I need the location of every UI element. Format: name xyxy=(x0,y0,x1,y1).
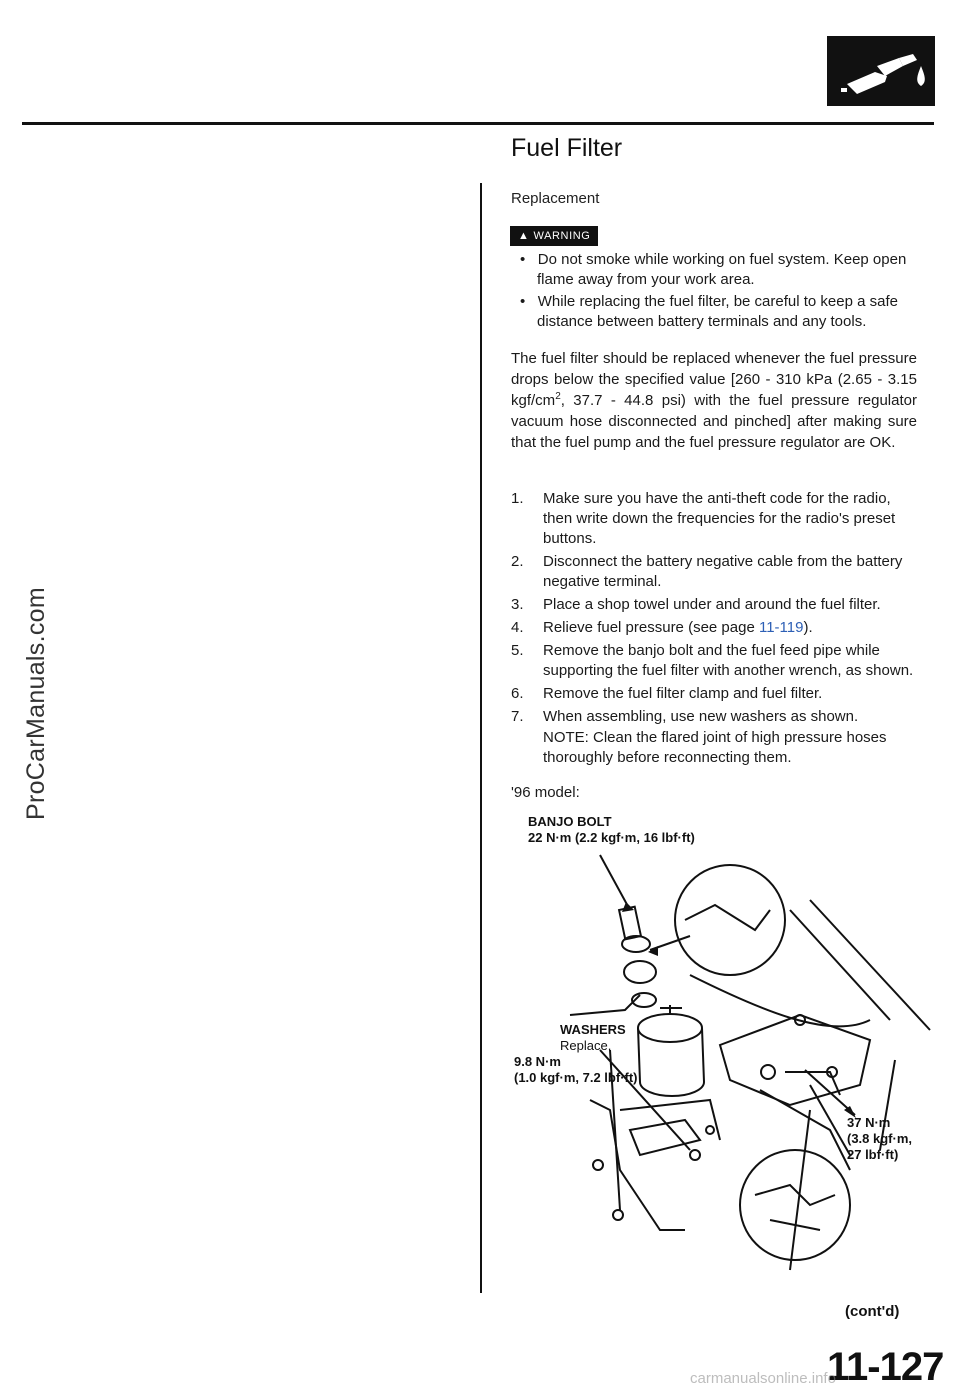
assembly-note: NOTE: Clean the flared joint of high pressure hoses thoroughly before reconnecting them. xyxy=(543,729,887,766)
continued-marker: (cont'd) xyxy=(845,1303,900,1320)
fuel-nozzle-icon xyxy=(827,36,935,106)
column-divider xyxy=(480,183,482,1293)
page-link[interactable]: 11-119 xyxy=(758,619,804,636)
warning-item: • Do not smoke while working on fuel system. Keep open flame away from your work area. xyxy=(520,251,907,288)
step-item: 2. Disconnect the battery negative cable from the battery negative terminal. xyxy=(511,553,903,590)
torque-9-8-value: (1.0 kgf·m, 7.2 lbf·ft) xyxy=(514,1070,638,1085)
section-subtitle: Replacement xyxy=(511,190,600,207)
page-number: 11-127 xyxy=(827,1345,944,1389)
step-item: 1. Make sure you have the anti-theft code for the radio, then write down the frequencies for the radio's preset buttons. xyxy=(511,490,896,547)
torque-37-value-a: (3.8 kgf·m, xyxy=(847,1131,913,1146)
washers-label: WASHERS xyxy=(560,1022,626,1037)
model-label: '96 model: xyxy=(511,784,580,801)
side-watermark: ProCarManuals.com xyxy=(22,587,50,820)
page-title: Fuel Filter xyxy=(511,134,623,162)
warning-label: WARNING xyxy=(533,230,591,242)
step-item: 3. Place a shop towel under and around the fuel filter. xyxy=(511,596,881,613)
fuel-filter-diagram xyxy=(510,810,940,1275)
banjo-bolt-label: BANJO BOLT xyxy=(528,814,612,829)
step-item: 4. Relieve fuel pressure (see page 11-119). xyxy=(511,619,813,636)
step-item: 6. Remove the fuel filter clamp and fuel filter. xyxy=(511,685,823,702)
footer-watermark: carmanualsonline.info xyxy=(690,1370,836,1387)
procedure-steps xyxy=(511,489,917,768)
step-item: 5. Remove the banjo bolt and the fuel feed pipe while supporting the fuel filter with another wrench, as shown. xyxy=(511,642,914,679)
intro-paragraph: The fuel filter should be replaced whenever the fuel pressure drops below the specified value [260 - 310 kPa (2.65 - 3.15 kgf/$cm^2$, 37.7 - 44.8 psi) with the fuel pressure regulator vacuum hose disconnected and pinched] after making sure that the fuel pump and the fuel pressure regulator are OK. xyxy=(511,350,917,451)
warning-triangle-icon: ▲ xyxy=(518,230,530,242)
banjo-bolt-torque: 22 N·m (2.2 kgf·m, 16 lbf·ft) xyxy=(528,830,695,845)
warning-list xyxy=(511,250,917,334)
torque-37-label: 37 N·m xyxy=(847,1115,891,1130)
torque-9-8-label: 9.8 N·m xyxy=(514,1054,561,1069)
warning-item: • While replacing the fuel filter, be careful to keep a safe distance between battery terminals and any tools. xyxy=(520,293,898,330)
torque-37-value-b: 27 lbf·ft) xyxy=(847,1147,899,1162)
washers-replace-note: Replace. xyxy=(560,1038,612,1053)
step-item: 7. When assembling, use new washers as shown. xyxy=(511,708,859,725)
top-rule xyxy=(22,122,934,125)
warning-badge xyxy=(510,226,598,246)
